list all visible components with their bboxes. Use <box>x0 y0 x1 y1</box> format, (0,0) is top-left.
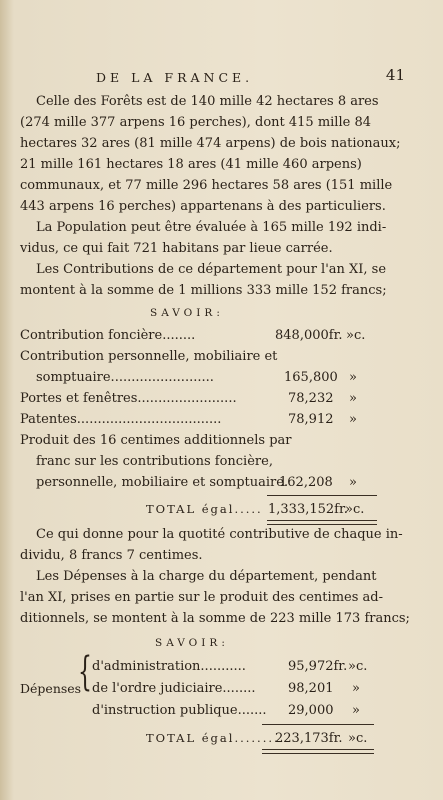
text-line: hectares 32 ares (81 mille 474 arpens) de bois nationaux; <box>20 136 401 151</box>
depense-amount: 29,000 <box>288 703 334 718</box>
text-line: 21 mille 161 hectares 18 ares (41 mille 460 arpens) <box>20 157 362 172</box>
depense-amount: 95,972fr. <box>288 659 348 674</box>
text-line: communaux, et 77 mille 296 hectares 58 ares (151 mille <box>20 178 393 193</box>
sum-rule <box>267 495 377 496</box>
contribution-amount: 78,912 <box>288 412 334 427</box>
text-line: La Population peut être évaluée à 165 mille 192 indi- <box>36 220 387 235</box>
running-header: DE LA FRANCE. <box>96 70 254 85</box>
curly-brace-icon: { <box>78 649 92 695</box>
contribution-label: Patentes................................... <box>20 412 222 427</box>
sum-rule <box>262 724 374 725</box>
savoir-heading: SAVOIR: <box>155 637 229 649</box>
contribution-label: personnelle, mobiliaire et somptuaire. <box>36 475 289 490</box>
depense-unit: » <box>352 681 360 696</box>
text-line: l'an XI, prises en partie sur le produit des centimes ad- <box>20 590 383 605</box>
contribution-label: somptuaire......................... <box>36 370 214 385</box>
contribution-label: Contribution foncière........ <box>20 328 196 343</box>
total-unit: »c. <box>345 502 365 517</box>
text-line: vidus, ce qui fait 721 habitans par lieue carrée. <box>20 241 333 256</box>
contribution-unit: » <box>349 391 357 406</box>
total-label: TOTAL égal......... <box>146 731 286 745</box>
total-amount: 1,333,152fr. <box>268 502 348 517</box>
contribution-amount: 78,232 <box>288 391 334 406</box>
text-line: Ce qui donne pour la quotité contributive de chaque in- <box>36 527 403 542</box>
text-line: Les Dépenses à la charge du département, pendant <box>36 569 377 584</box>
contribution-unit: »c. <box>346 328 366 343</box>
text-line: Les Contributions de ce département pour l'an XI, se <box>36 262 387 277</box>
contribution-amount: 162,208 <box>279 475 333 490</box>
contribution-label: franc sur les contributions foncière, <box>36 454 273 469</box>
depense-label: de l'ordre judiciaire........ <box>92 681 256 696</box>
contribution-unit: » <box>349 370 357 385</box>
text-line: Celle des Forêts est de 140 mille 42 hectares 8 ares <box>36 94 379 109</box>
contribution-amount: 848,000fr. <box>275 328 343 343</box>
total-label: TOTAL égal..... <box>146 502 263 516</box>
text-line: montent à la somme de 1 millions 333 mille 152 francs; <box>20 283 387 298</box>
savoir-heading: SAVOIR: <box>150 307 224 319</box>
contribution-amount: 165,800 <box>284 370 338 385</box>
contribution-unit: » <box>349 412 357 427</box>
contribution-label: Produit des 16 centimes additionnels par <box>20 433 292 448</box>
contribution-label: Contribution personnelle, mobiliaire et <box>20 349 278 364</box>
depense-label: d'instruction publique....... <box>92 703 267 718</box>
depense-label: d'administration........... <box>92 659 246 674</box>
text-line: dividu, 8 francs 7 centimes. <box>20 548 203 563</box>
contribution-unit: » <box>349 475 357 490</box>
contribution-label: Portes et fenêtres........................ <box>20 391 237 406</box>
text-line: (274 mille 377 arpens 16 perches), dont 415 mille 84 <box>20 115 371 130</box>
depense-unit: » <box>352 703 360 718</box>
text-line: 443 arpens 16 perches) appartenans à des particuliers. <box>20 199 386 214</box>
double-rule <box>267 520 377 525</box>
depense-amount: 98,201 <box>288 681 334 696</box>
double-rule <box>262 749 374 754</box>
total-unit: »c. <box>348 731 368 746</box>
total-amount: 223,173fr. <box>275 731 343 746</box>
depense-unit: »c. <box>348 659 368 674</box>
depenses-side-label: Dépenses <box>20 681 82 696</box>
page-number: 41 <box>385 66 405 84</box>
text-line: ditionnels, se montent à la somme de 223 mille 173 francs; <box>20 611 410 626</box>
